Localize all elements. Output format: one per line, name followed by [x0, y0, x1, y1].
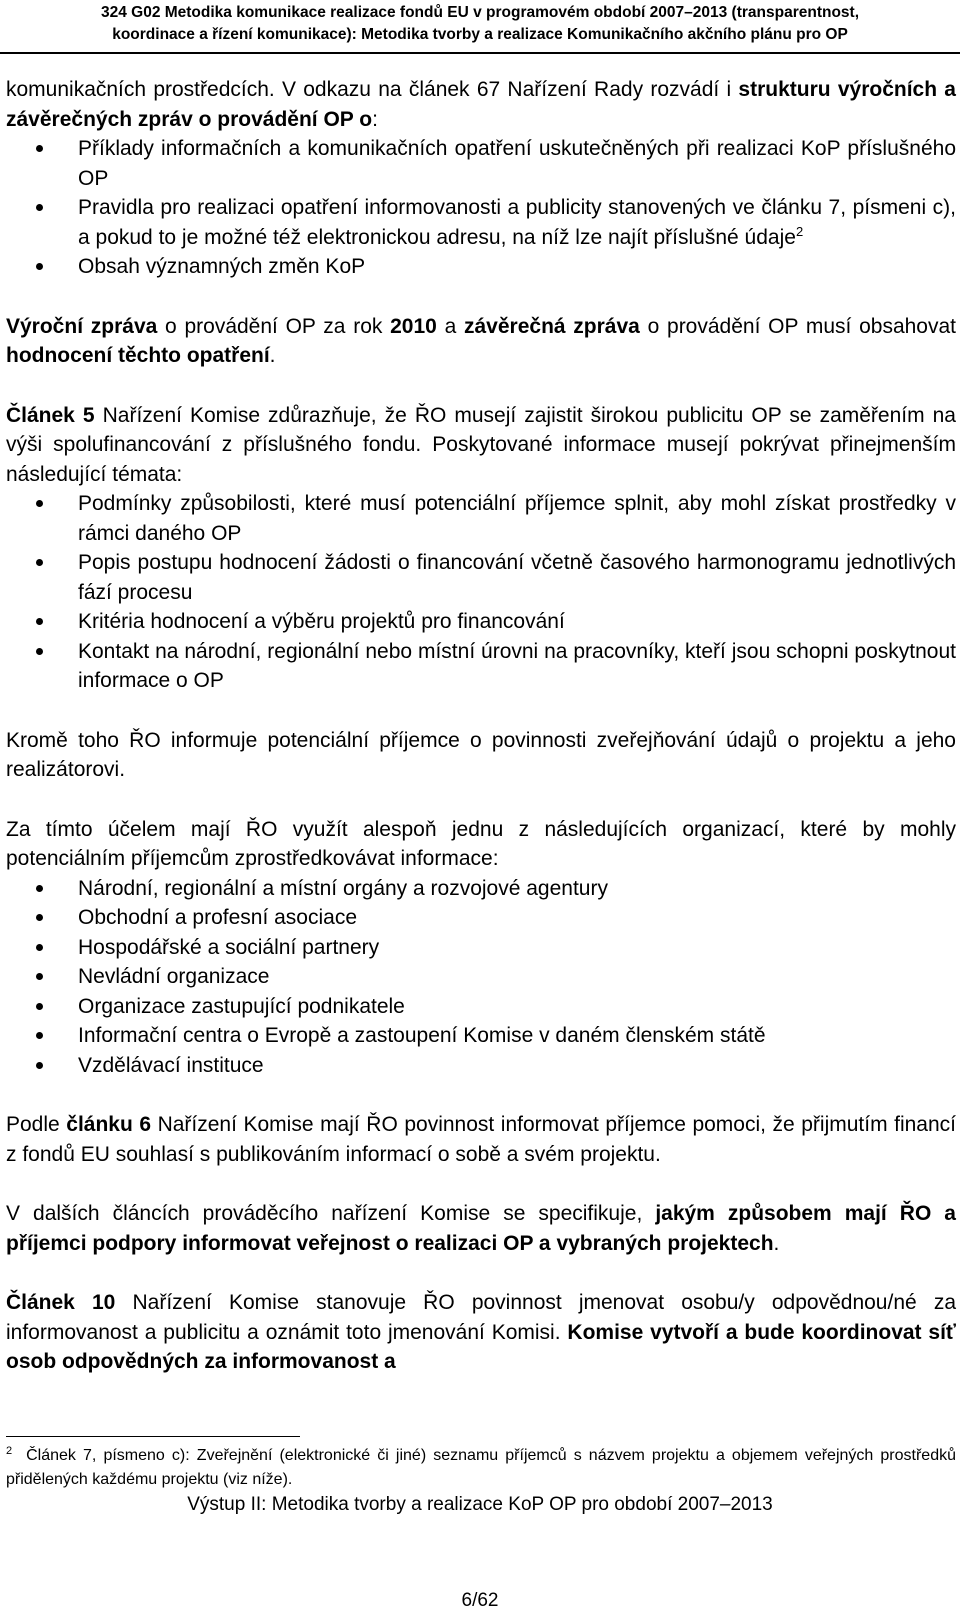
organizations-list: [6, 874, 956, 1081]
list-item: Obchodní a profesní asociace: [78, 903, 956, 933]
report-contents-list: [6, 134, 956, 282]
bold-text-run: 2010: [390, 314, 437, 338]
list-item: Obsah významných změn KoP: [78, 252, 956, 282]
paragraph-reporting-structure: [6, 75, 956, 134]
header-rule: [0, 52, 960, 54]
bold-text-run: Komise vytvoří a bude koordinovat síť osob odpovědných za informovanost a: [6, 1320, 956, 1373]
document-header: [28, 2, 932, 46]
bold-text-run: závěrečná zpráva: [464, 314, 640, 338]
bold-text-run: hodnocení těchto opatření: [6, 344, 270, 367]
paragraph-article-5: Článek 5 Nařízení Komise zdůrazňuje, že ŘO musejí zajistit širokou publicitu OP se zaměřením na výši spolufinancování z příslušného fondu. Poskytované informace musejí pokrývat přinejmenším následující témata:: [6, 403, 956, 486]
paragraph-publication-duty: Kromě toho ŘO informuje potenciální příjemce o povinnosti zveřejňování údajů o projektu a jeho realizátorovi.: [6, 728, 956, 781]
paragraph-further-articles: V dalších článcích prováděcího nařízení Komise se specifikuje, jakým způsobem mají ŘO a příjemci podpory informovat veřejnost o realizaci OP a vybraných projektech.: [6, 1202, 956, 1255]
bold-text-run: Výroční zpráva: [6, 314, 158, 338]
bold-text-run: Článek 5: [6, 403, 95, 427]
list-item: Příklady informačních a komunikačních opatření uskutečněných při realizaci KoP příslušného OP: [78, 134, 956, 193]
required-topics-list: [6, 489, 956, 696]
list-item: Popis postupu hodnocení žádosti o financování včetně časového harmonogramu jednotlivých fází procesu: [78, 548, 956, 607]
paragraph-article-6: Podle článku 6 Nařízení Komise mají ŘO povinnost informovat příjemce pomoci, že přijmutím financí z fondů EU souhlasí s publikováním informací o sobě a svém projektu.: [6, 1113, 957, 1166]
document-footer: Výstup II: Metodika tvorby a realizace KoP OP pro období 2007–2013: [187, 1494, 773, 1515]
page-number: 6/62: [461, 1590, 499, 1611]
list-item: Kontakt na národní, regionální nebo místní úrovni na pracovníky, kteří jsou schopni poskytnout informace o OP: [78, 637, 956, 696]
footnote: [6, 1444, 956, 1492]
list-item: Národní, regionální a místní orgány a rozvojové agentury: [78, 874, 956, 904]
footnote-text: Článek 7, písmeno c): Zveřejnění (elektronické či jiné) seznamu příjemců s názvem projektu a objemem veřejných prostředků přidělených každému projektu (viz níže).: [6, 1447, 956, 1488]
list-item: Vzdělávací instituce: [78, 1051, 956, 1081]
footnote-separator: [6, 1436, 300, 1437]
list-item: Pravidla pro realizaci opatření informovanosti a publicity stanovených ve článku 7, písmeni c), a pokud to je možné též elektronickou adresu, na níž lze najít příslušné údaje$^2$: [78, 193, 956, 252]
paragraph-organizations-intro: Za tímto účelem mají ŘO využít alespoň jednu z následujících organizací, které by mohly potenciálním příjemcům zprostředkovávat informace:: [6, 817, 956, 870]
paragraph-annual-report: Výroční zpráva o provádění OP za rok 2010 a závěrečná zpráva o provádění OP musí obsahovat hodnocení těchto opatření.: [6, 314, 956, 367]
bold-text-run: článku 6: [66, 1113, 152, 1136]
footnote-number: 2: [6, 1444, 13, 1457]
bold-text-run: jakým způsobem mají ŘO a příjemci podpory informovat veřejnost o realizaci OP a vybraných projektech: [6, 1202, 956, 1255]
header-line-1: 324 G02 Metodika komunikace realizace fondů EU v programovém období 2007–2013 (transparentnost,: [100, 4, 860, 21]
document-body: [6, 75, 956, 1407]
header-line-2: koordinace a řízení komunikace): Metodika tvorby a realizace Komunikačního akčního plánu pro OP: [112, 26, 848, 43]
list-item: Hospodářské a sociální partnery: [78, 933, 956, 963]
bold-text-run: strukturu výročních a závěrečných zpráv o provádění OP o: [6, 78, 956, 131]
list-item: Podmínky způsobilosti, které musí potenciální příjemce splnit, aby mohl získat prostředky v rámci daného OP: [78, 489, 956, 548]
text-run: :: [372, 107, 378, 131]
text-run: komunikačních prostředcích. V odkazu na článek 67 Nařízení Rady rozvádí i: [6, 78, 739, 101]
list-item: Informační centra o Evropě a zastoupení Komise v daném členském státě: [78, 1021, 956, 1051]
footnote-ref: 2: [795, 223, 804, 239]
bold-text-run: Článek 10: [6, 1291, 116, 1314]
list-item: Kritéria hodnocení a výběru projektů pro financování: [78, 607, 956, 637]
list-item: Nevládní organizace: [78, 962, 956, 992]
list-item: Organizace zastupující podnikatele: [78, 992, 956, 1022]
paragraph-article-10: Článek 10 Nařízení Komise stanovuje ŘO povinnost jmenovat osobu/y odpovědnou/né za informovanost a publicitu a oznámit toto jmenování Komisi. Komise vytvoří a bude koordinovat síť osob odpovědných za informovanost a: [6, 1291, 956, 1373]
